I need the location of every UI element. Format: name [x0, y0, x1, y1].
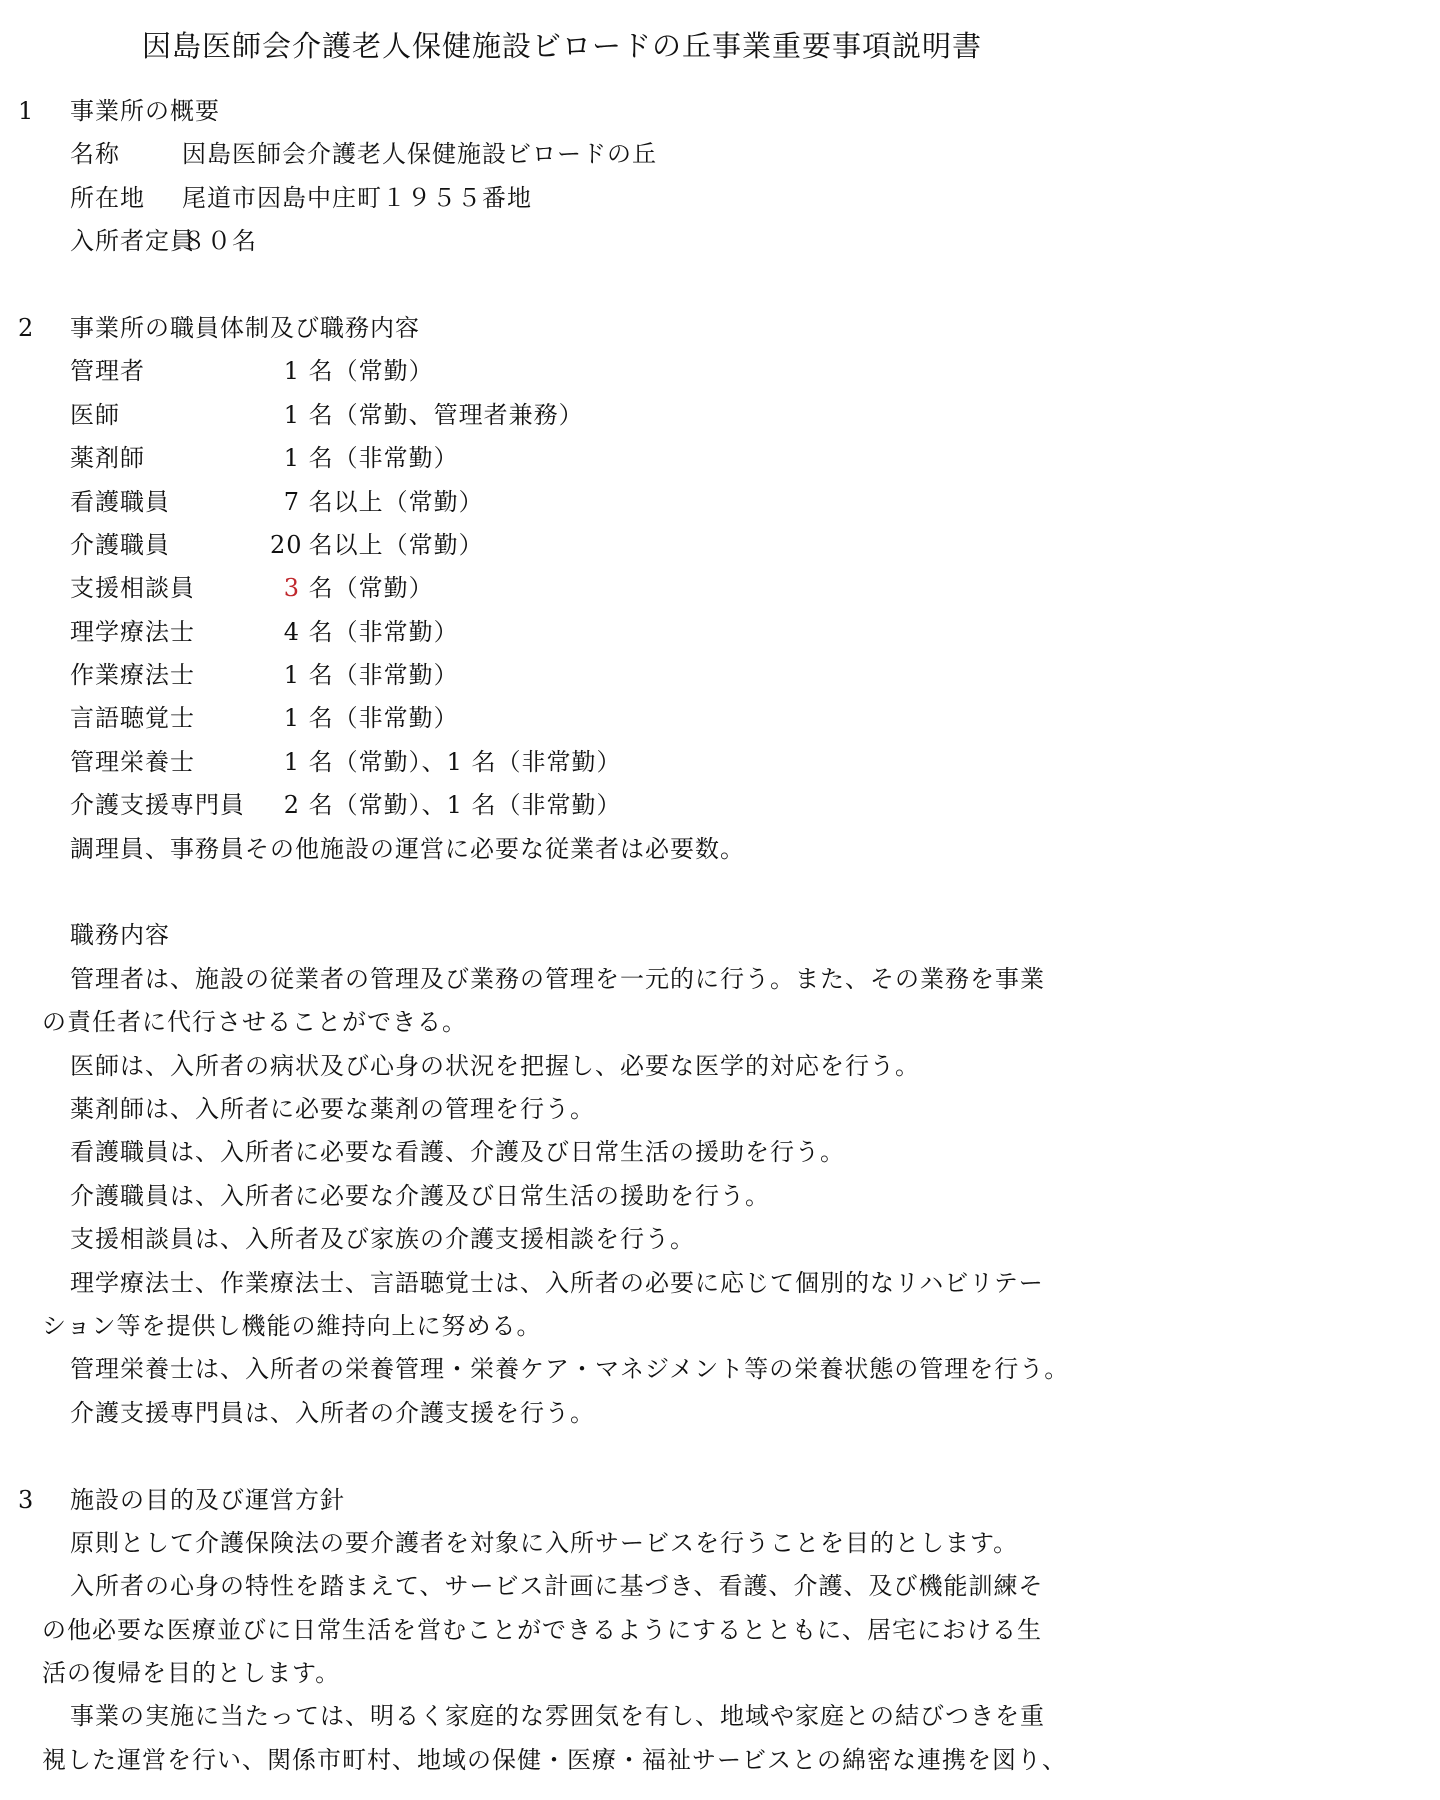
- staff-role: 作業療法士: [70, 661, 195, 690]
- duty-paragraph-continued: の責任者に代行させることができる。: [42, 1008, 467, 1037]
- info-row-capacity: [0, 220, 1440, 263]
- duty-paragraph: 看護職員は、入所者に必要な看護、介護及び日常生活の援助を行う。: [70, 1138, 845, 1167]
- duty-paragraph: 管理栄養士は、入所者の栄養管理・栄養ケア・マネジメント等の栄養状態の管理を行う。: [70, 1355, 1070, 1384]
- info-value: 因島医師会介護老人保健施設ビロードの丘: [182, 140, 657, 169]
- section-number: 1: [18, 97, 35, 125]
- staff-role: 介護職員: [70, 530, 170, 559]
- duties-heading: 職務内容: [70, 921, 170, 950]
- spacer: [0, 871, 1440, 914]
- staff-count: 1: [283, 747, 300, 776]
- staff-detail: 名以上（常勤）: [308, 487, 484, 516]
- staff-detail: 名（常勤）: [308, 574, 434, 603]
- staff-row: [0, 611, 1440, 654]
- staff-detail: 名（非常勤）: [308, 661, 459, 690]
- info-label: 所在地: [70, 183, 145, 212]
- policy-paragraph: 事業の実施に当たっては、明るく家庭的な雰囲気を有し、地域や家庭との結びつきを重: [70, 1702, 1045, 1731]
- spacer: [0, 1435, 1440, 1478]
- section-number: 2: [18, 313, 35, 342]
- staff-count: 1: [283, 444, 300, 473]
- staff-role: 言語聴覚士: [70, 704, 195, 733]
- staff-detail: 名（常勤）、1 名（非常勤）: [308, 747, 622, 776]
- staff-role: 看護職員: [70, 487, 170, 516]
- staff-count: 1: [283, 704, 300, 733]
- section-title: 施設の目的及び運営方針: [70, 1485, 345, 1514]
- staff-row: [0, 784, 1440, 827]
- info-value: 尾道市因島中庄町１９５５番地: [182, 183, 532, 212]
- staff-detail: 名（非常勤）: [308, 444, 459, 473]
- staff-count: 4: [283, 617, 300, 646]
- duty-paragraph: 理学療法士、作業療法士、言語聴覚士は、入所者の必要に応じて個別的なリハビリテー: [70, 1268, 1044, 1297]
- staff-row: [0, 697, 1440, 740]
- staff-count: 1: [283, 357, 300, 386]
- section-number: 3: [18, 1485, 35, 1514]
- staff-count: 1: [283, 400, 300, 429]
- staff-count: 2: [283, 791, 300, 820]
- staff-row: [0, 481, 1440, 524]
- staff-role: 管理栄養士: [70, 747, 195, 776]
- duty-paragraph: 管理者は、施設の従業者の管理及び業務の管理を一元的に行う。また、その業務を事業: [70, 964, 1045, 993]
- staff-detail: 名（非常勤）: [308, 704, 459, 733]
- spacer: [0, 264, 1440, 307]
- policy-paragraph-continued: の他必要な医療並びに日常生活を営むことができるようにするとともに、居宅における生: [42, 1615, 1042, 1644]
- info-row-address: [0, 177, 1440, 220]
- section-heading-2: [0, 307, 1440, 350]
- section-heading-1: [0, 90, 1440, 133]
- staff-row: [0, 394, 1440, 437]
- info-label: 入所者定員: [70, 227, 195, 256]
- duty-paragraph: 薬剤師は、入所者に必要な薬剤の管理を行う。: [70, 1094, 595, 1123]
- staff-role: 介護支援専門員: [70, 791, 245, 820]
- staff-detail: 名（常勤）: [308, 357, 434, 386]
- staff-role: 支援相談員: [70, 574, 195, 603]
- staff-detail: 名（常勤、管理者兼務）: [308, 400, 584, 429]
- staff-count: 1: [283, 661, 300, 690]
- staff-role: 薬剤師: [70, 444, 145, 473]
- duty-paragraph: 支援相談員は、入所者及び家族の介護支援相談を行う。: [70, 1225, 695, 1254]
- policy-paragraph-continued: 視した運営を行い、関係市町村、地域の保健・医療・福祉サービスとの綿密な連携を図り、: [42, 1745, 1067, 1774]
- staff-detail: 名（常勤）、1 名（非常勤）: [308, 791, 622, 820]
- policy-paragraph: 原則として介護保険法の要介護者を対象に入所サービスを行うことを目的とします。: [70, 1528, 1019, 1557]
- section-title: 事業所の職員体制及び職務内容: [70, 313, 420, 342]
- staff-row: [0, 567, 1440, 610]
- staff-detail: 名（非常勤）: [308, 617, 459, 646]
- info-label: 名称: [70, 140, 120, 169]
- section-title: 事業所の概要: [70, 97, 220, 125]
- duty-paragraph-continued: ション等を提供し機能の維持向上に努める。: [42, 1311, 542, 1340]
- duty-paragraph: 介護職員は、入所者に必要な介護及び日常生活の援助を行う。: [70, 1181, 770, 1210]
- staff-row: [0, 350, 1440, 393]
- staff-role: 理学療法士: [70, 617, 195, 646]
- staff-row: [0, 741, 1440, 784]
- document-title: 因島医師会介護老人保健施設ビロードの丘事業重要事項説明書: [142, 29, 983, 63]
- staff-row: [0, 524, 1440, 567]
- staff-role: 医師: [70, 400, 120, 429]
- staff-count: 7: [283, 487, 300, 516]
- duty-paragraph: 医師は、入所者の病状及び心身の状況を把握し、必要な医学的対応を行う。: [70, 1051, 920, 1080]
- section-heading-3: [0, 1479, 1440, 1522]
- staff-detail: 名以上（常勤）: [308, 530, 484, 559]
- staff-row: [0, 654, 1440, 697]
- policy-paragraph-continued: 活の復帰を目的とします。: [42, 1659, 341, 1688]
- other-staff-note: 調理員、事務員その他施設の運営に必要な従業者は必要数。: [70, 834, 745, 863]
- staff-role: 管理者: [70, 357, 145, 386]
- policy-paragraph: 入所者の心身の特性を踏まえて、サービス計画に基づき、看護、介護、及び機能訓練そ: [70, 1572, 1044, 1601]
- duty-paragraph: 介護支援専門員は、入所者の介護支援を行う。: [70, 1398, 595, 1427]
- staff-count: 20: [270, 530, 303, 559]
- staff-row: [0, 437, 1440, 480]
- info-value: ８０名: [182, 227, 257, 256]
- staff-count-highlight: 3: [283, 574, 300, 603]
- info-row-name: [0, 133, 1440, 176]
